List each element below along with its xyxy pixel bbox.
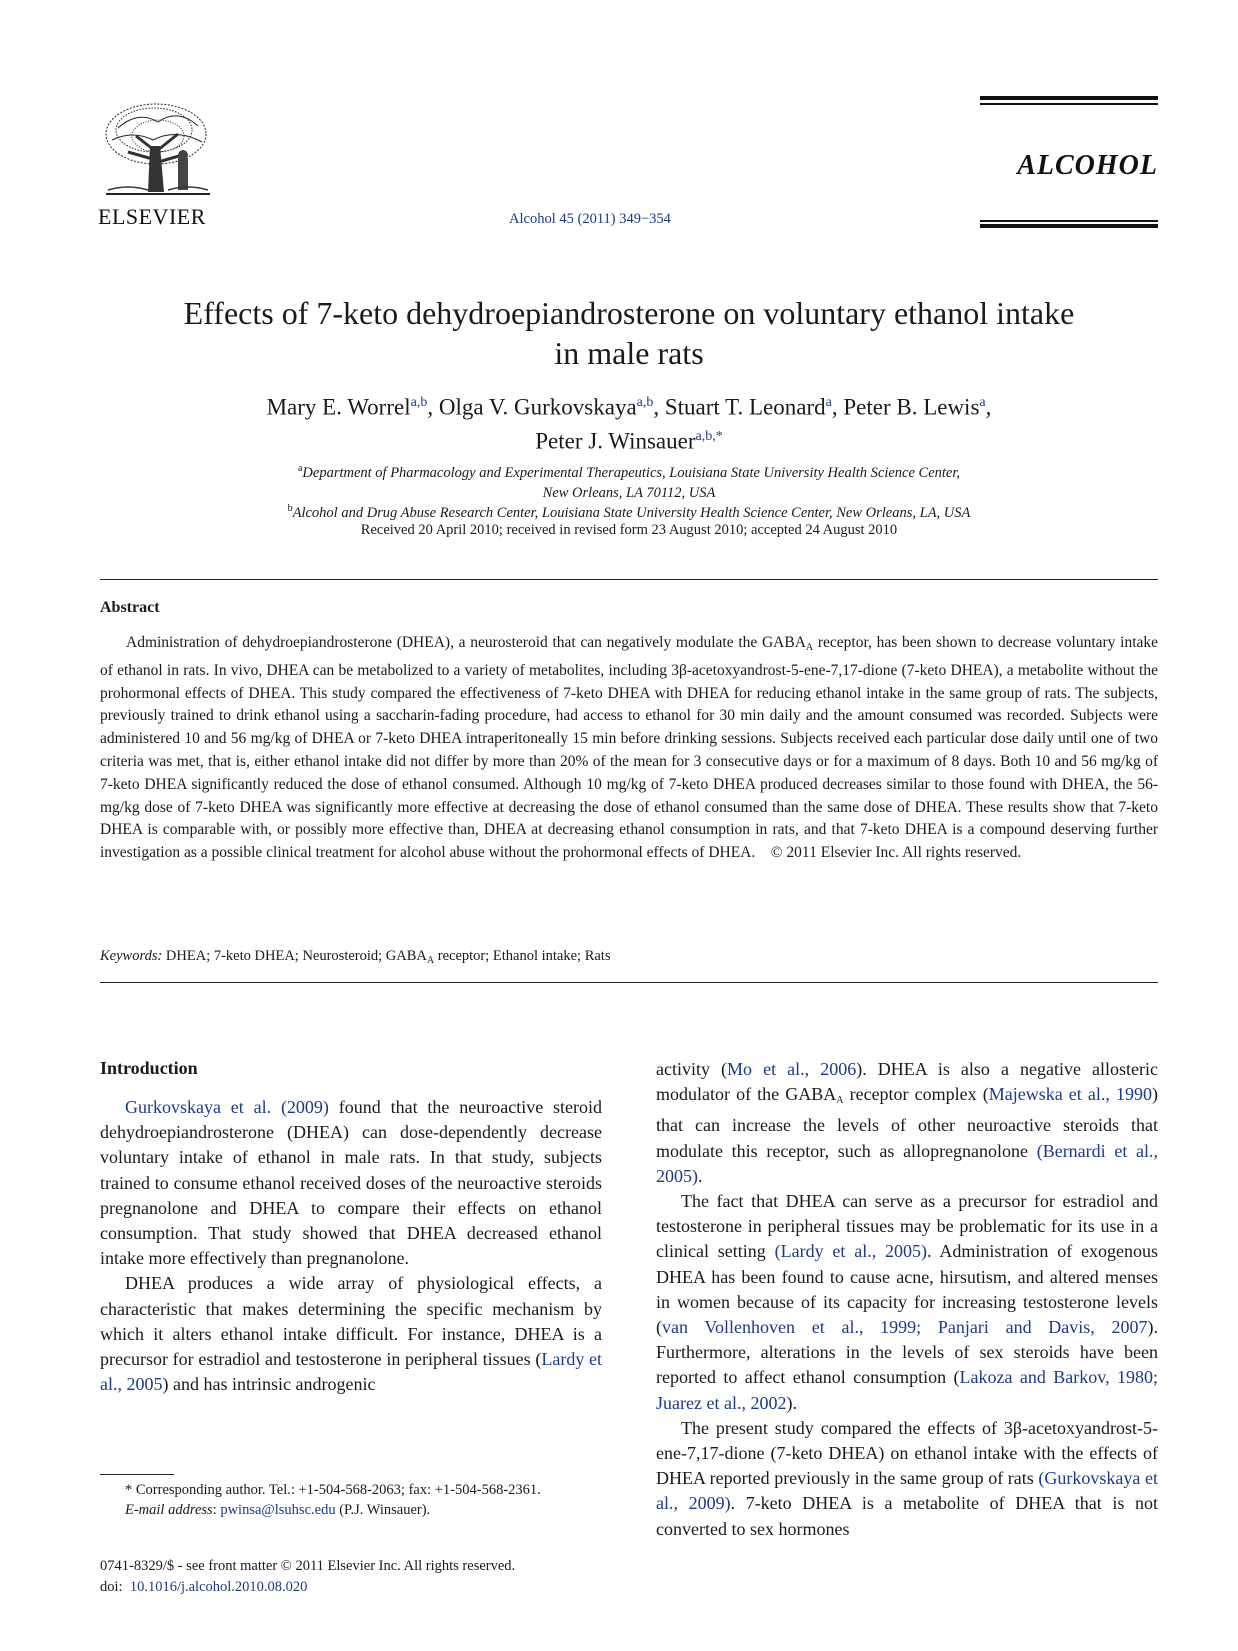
paragraph-text: . Administration of exogenous DHEA has been found to cause acne, hirsutism, and altered menses in women because of its capacity for increasing testosterone levels (	[656, 1241, 1158, 1338]
doi-label: doi:	[100, 1579, 123, 1595]
left-column	[100, 1095, 602, 1397]
abstract-body	[100, 632, 1158, 865]
footnote-rule	[100, 1474, 174, 1475]
citation-link[interactable]: Gurkovskaya et al. (2009)	[125, 1097, 329, 1117]
article-title	[100, 293, 1158, 373]
subscript: A	[836, 1095, 844, 1107]
citation-link[interactable]: van Vollenhoven et al., 1999; Panjari and Davis, 2007	[662, 1317, 1148, 1338]
subscript: A	[426, 955, 435, 966]
affiliation-mark: b	[287, 503, 293, 514]
author-list	[100, 388, 1158, 455]
citation-link[interactable]: Lakoza and Barkov, 1980; Juarez et al., 2002	[656, 1367, 1158, 1413]
publisher-name: ELSEVIER	[98, 204, 206, 229]
citation-link[interactable]: Majewska et al., 1990	[988, 1084, 1152, 1105]
author-separator: ,	[653, 394, 665, 420]
journal-rule-top	[980, 96, 1158, 100]
citation-link[interactable]: (Bernardi et al., 2005)	[656, 1140, 1158, 1186]
affiliation-text: New Orleans, LA 70112, USA	[542, 484, 716, 501]
doi-line	[100, 1577, 620, 1598]
journal-citation[interactable]: Alcohol 45 (2011) 349−354	[509, 211, 671, 227]
paragraph-text: ).	[786, 1392, 797, 1413]
email-suffix: (P.J. Winsauer).	[335, 1502, 431, 1518]
paragraph-text: ). Furthermore, alterations in the levels of sex steroids have been reported to affect ethanol consumption (	[656, 1317, 1158, 1388]
abstract-heading: Abstract	[100, 599, 160, 616]
affiliation-text: Department of Pharmacology and Experimental Therapeutics, Louisiana State University Health Science Center,	[302, 464, 961, 481]
paragraph-text: found that the neuroactive steroid dehydroepiandrosterone (DHEA) can dose-dependently decrease voluntary intake of ethanol in male rats. In that study, subjects trained to consume ethanol received doses of the neuroactive steroids pregnanolone and DHEA to compare their effects on ethanol consumption. That study showed that DHEA decreased ethanol intake more effectively than pregnanolone.	[100, 1097, 602, 1269]
section-heading-introduction: Introduction	[100, 1058, 198, 1078]
abstract-bottom-rule	[100, 982, 1158, 983]
paragraph-text: ) that can increase the levels of other neuroactive steroids that modulate this receptor, such as allopregnanolone	[656, 1084, 1158, 1161]
citation-link[interactable]: Mo et al., 2006	[727, 1059, 857, 1079]
paragraph-text: The fact that DHEA can serve as a precursor for estradiol and testosterone in peripheral tissues may be problematic for its use in a clinical setting	[656, 1191, 1158, 1262]
author-affiliation-mark[interactable]: a	[825, 395, 832, 410]
journal-title: ALCOHOL	[1017, 150, 1158, 181]
paragraph	[656, 1416, 1158, 1542]
affiliation-mark: a	[297, 463, 303, 474]
author-affiliation-mark[interactable]: a,b	[410, 395, 428, 410]
citation-link[interactable]: (Lardy et al., 2005)	[774, 1241, 928, 1262]
keywords-text: receptor; Ethanol intake; Rats	[434, 948, 611, 964]
author: Peter J. Winsauer	[535, 428, 696, 454]
paragraph-text: DHEA produces a wide array of physiological effects, a characteristic that makes determining the specific mechanism by which it alters ethanol intake difficult. For instance, DHEA is a precursor for estradiol and testosterone in peripheral tissues (	[100, 1273, 602, 1370]
affiliation-text: Alcohol and Drug Abuse Research Center, Louisiana State University Health Science Center, New Orleans, LA, USA	[292, 504, 971, 521]
author-separator: ,	[427, 394, 439, 420]
paragraph-text: receptor complex (	[843, 1084, 989, 1105]
paragraph	[100, 1271, 602, 1397]
paragraph-text: .	[698, 1165, 703, 1186]
author-separator: ,	[985, 394, 992, 420]
journal-rule-bottom-thin	[980, 220, 1158, 222]
paragraph	[656, 1057, 1158, 1189]
citation-link[interactable]: Lardy et al., 2005	[100, 1349, 602, 1395]
paragraph	[100, 1095, 602, 1271]
author-separator: ,	[831, 394, 844, 420]
email-link[interactable]: pwinsa@lsuhsc.edu	[220, 1502, 336, 1518]
corresponding-author-note: * Corresponding author. Tel.: +1-504-568-2063; fax: +1-504-568-2361.	[125, 1482, 541, 1498]
abstract-top-rule	[100, 579, 1158, 580]
right-column	[656, 1057, 1158, 1542]
journal-rule-bottom	[980, 224, 1158, 228]
keywords-label: Keywords:	[100, 948, 163, 964]
paragraph-text: activity (	[656, 1059, 728, 1079]
copyright-notice: © 2011 Elsevier Inc. All rights reserved.	[770, 844, 1022, 862]
doi-link[interactable]: 10.1016/j.alcohol.2010.08.020	[129, 1579, 308, 1595]
author: Olga V. Gurkovskaya	[438, 394, 637, 420]
elsevier-tree-icon	[98, 100, 218, 200]
paragraph-text: ) and has intrinsic androgenic	[162, 1374, 376, 1395]
paragraph	[656, 1189, 1158, 1416]
author: Mary E. Worrel	[266, 394, 411, 420]
front-matter	[100, 1556, 620, 1598]
email-note: E-mail address: pwinsa@lsuhsc.edu (P.J. Winsauer).	[125, 1502, 431, 1518]
author: Stuart T. Leonard	[664, 394, 826, 420]
received-dates: Received 20 April 2010; received in revised form 23 August 2010; accepted 24 August 2010	[360, 522, 898, 538]
affiliation-b	[100, 499, 1158, 523]
publisher-logo	[98, 100, 218, 228]
author-affiliation-mark[interactable]: a,b	[636, 395, 654, 410]
email-label: E-mail address	[125, 1502, 213, 1518]
abstract-text: receptor, has been shown to decrease voluntary intake of ethanol in rats. In vivo, DHEA can be metabolized to a variety of metabolites, including 3β-acetoxyandrost-5-ene-7,17-dione (7-keto DHEA), a metabolite without the prohormonal effects of DHEA. This study compared the effectiveness of 7-keto DHEA with DHEA for reducing ethanol intake in the same group of rats. The subjects, previously trained to drink ethanol using a saccharin-fading procedure, had access to ethanol for 30 min daily and the amount consumed was recorded. Subjects were administered 10 and 56 mg/kg of DHEA or 7-keto DHEA intraperitoneally 15 min before drinking sessions. Subjects received each particular dose daily until one of two criteria was met, that is, either ethanol intake did not differ by more than 20% of the mean for 3 consecutive days or for a maximum of 8 days. Both 10 and 56 mg/kg of 7-keto DHEA significantly reduced the dose of ethanol consumed. Although 10 mg/kg of 7-keto DHEA produced decreases similar to those found with DHEA, the 56-mg/kg dose of 7-keto DHEA was significantly more effective at decreasing the dose of ethanol consumed than the same dose of DHEA. These results show that 7-keto DHEA is comparable with, or possibly more effective than, DHEA at decreasing ethanol consumption in rats, and that 7-keto DHEA is a compound deserving further investigation as a possible clinical treatment for alcohol abuse without the prohormonal effects of DHEA.	[100, 634, 1159, 862]
paragraph-text: . 7-keto DHEA is a metabolite of DHEA that is not converted to sex hormones	[656, 1493, 1159, 1539]
paragraph-text: The present study compared the effects of 3β-acetoxyandrost-5-ene-7,17-dione (7-keto DHEA) on ethanol intake with the effects of DHEA reported previously in the same group of rats	[656, 1417, 1158, 1489]
title-line-2: in male rats	[554, 335, 704, 371]
author: Peter B. Lewis	[843, 394, 980, 420]
author-affiliation-mark[interactable]: a,b,*	[695, 428, 723, 444]
abstract-text: Administration of dehydroepiandrosterone (DHEA), a neurosteroid that can negatively modulate the GABA	[126, 634, 806, 651]
title-line-1: Effects of 7-keto dehydroepiandrosterone on voluntary ethanol intake	[183, 295, 1075, 331]
affiliation-a	[100, 459, 1158, 503]
paragraph-text: ). DHEA is also a negative allosteric modulator of the GABA	[656, 1059, 1158, 1105]
footnote	[100, 1480, 602, 1520]
journal-rule-top-thin	[980, 103, 1158, 105]
author-affiliation-mark[interactable]: a	[979, 395, 986, 410]
subscript: A	[805, 642, 814, 653]
keywords	[100, 948, 1158, 966]
copyright-line: 0741-8329/$ - see front matter © 2011 Elsevier Inc. All rights reserved.	[100, 1558, 516, 1574]
keywords-text: DHEA; 7-keto DHEA; Neurosteroid; GABA	[162, 948, 427, 964]
citation-link[interactable]: (Gurkovskaya et al., 2009)	[656, 1468, 1158, 1514]
